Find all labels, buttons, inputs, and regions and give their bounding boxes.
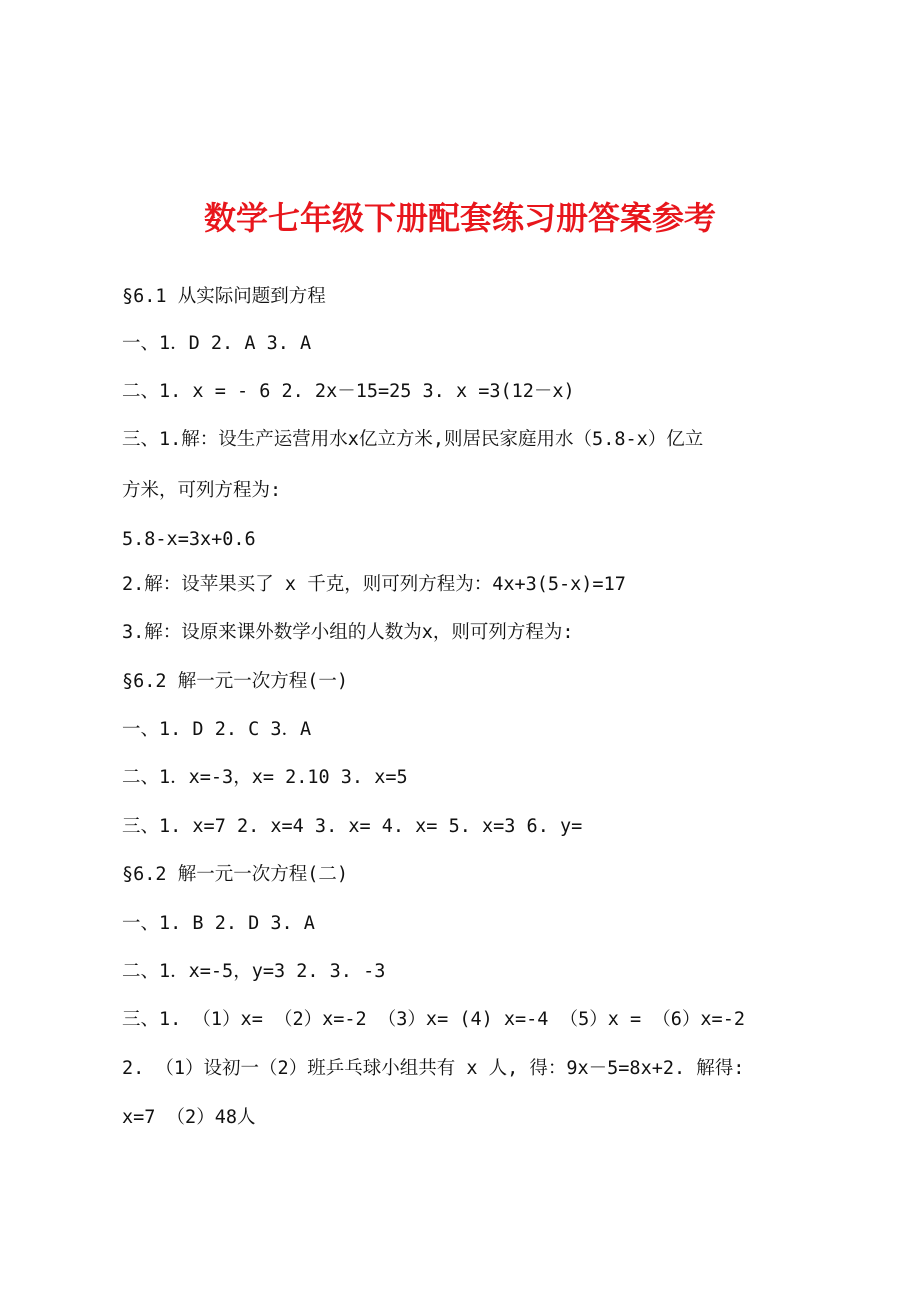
answer-line: 二、1. x = - 6 2. 2x－15=25 3. x =3(12－x) xyxy=(122,381,575,402)
answer-line: 三、1. x=7 2. x=4 3. x= 4. x= 5. x=3 6. y= xyxy=(122,816,583,837)
answer-line: 一、1. D 2. C 3．A xyxy=(122,719,312,740)
answer-line: 三、1. （1）x= （2）x=-2 （3）x= (4) x=-4 （5）x = （6）x=-2 xyxy=(122,1009,745,1030)
answer-line: 2.解：设苹果买了 x 千克，则可列方程为：4x+3(5-x)=17 xyxy=(122,574,626,595)
answer-line: 三、1.解：设生产运营用水x亿立方米,则居民家庭用水（5.8-x）亿立 xyxy=(122,429,704,450)
section-heading-6-2-part2: §6.2 解一元一次方程(二) xyxy=(122,864,348,885)
answer-line: x=7 （2）48人 xyxy=(122,1107,256,1128)
answer-line: 二、1．x=-3，x= 2.10 3. x=5 xyxy=(122,767,408,788)
answer-line: 3.解：设原来课外数学小组的人数为x，则可列方程为: xyxy=(122,622,574,643)
section-heading-6-1: §6.1 从实际问题到方程 xyxy=(122,286,326,307)
answer-line: 一、1．D 2. A 3. A xyxy=(122,333,312,354)
answer-line: 5.8-x=3x+0.6 xyxy=(122,529,256,550)
answer-line: 方米，可列方程为: xyxy=(122,480,282,501)
answer-line: 2. （1）设初一（2）班乒乓球小组共有 x 人, 得：9x－5=8x+2. 解得: xyxy=(122,1058,745,1079)
section-heading-6-2-part1: §6.2 解一元一次方程(一) xyxy=(122,671,348,692)
document-title: 数学七年级下册配套练习册答案参考 xyxy=(203,199,716,237)
answer-line: 二、1．x=-5，y=3 2. 3. -3 xyxy=(122,961,386,982)
answer-line: 一、1. B 2. D 3. A xyxy=(122,913,315,934)
